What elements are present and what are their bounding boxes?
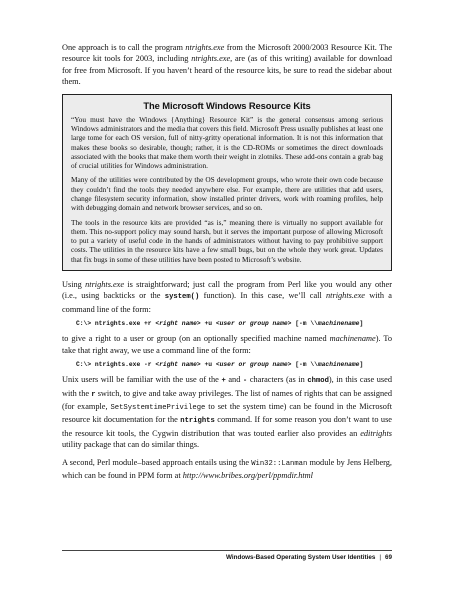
remove-paragraph (62, 333, 392, 356)
code-text: +u (200, 361, 216, 369)
text: and (225, 375, 243, 385)
code-inline: r (91, 390, 96, 399)
code-inline: - (242, 377, 248, 386)
page-number: 69 (384, 554, 392, 561)
code-text: [-m \\ (291, 361, 318, 369)
code-inline: system() (164, 293, 200, 302)
code-text: ] (359, 361, 364, 369)
text: ). To take that right away, we use a command line of the form: (62, 334, 392, 355)
code-text: C:\> ntrights.exe -r (76, 361, 156, 369)
filename: ntrights.exe (85, 280, 125, 290)
code-arg: <right name> (155, 320, 201, 328)
code-arg: <user or group name> (215, 320, 292, 328)
text: A second, Perl module–based approach entails using the (62, 457, 252, 467)
resource-kit-sidebar (62, 94, 392, 271)
text: Unix users will be familiar with the use of the (62, 375, 222, 385)
url-link: http://www.bribes.org/perl/ppmdir.html (182, 470, 313, 480)
sidebar-paragraph-3: The tools in the resource kits are provided “as is,” meaning there is virtually no support available for them. This no-support policy may sound harsh, but it serves the important purpose of allowing Microsoft to put a variety of useful code in the hands of administrators without having to pay prohibitive support costs. The utilities in the resource kits have a few small bugs, but on the whole they work great. Updates that fix bugs in some of these utilities have been posted to Microsoft’s website. (71, 217, 383, 264)
filename: ntrights.exe (185, 43, 225, 52)
unix-paragraph (62, 374, 392, 450)
code-inline: SetSystemtimePrivilege (110, 403, 206, 412)
text: from the Microsoft 2000/2003 Resource Kit. The resource kit tools for 2003, including (62, 43, 393, 64)
code-example-remove (76, 360, 392, 369)
filename: ntrights.exe (326, 291, 365, 301)
code-inline: ntrights (180, 417, 215, 426)
code-arg: machinename (317, 320, 360, 328)
code-text: +u (200, 320, 216, 328)
text: , are (as of this writing) available for download for free from Microsoft. If you haven’t heard of the resource kits, be sure to read the sidebar about them. (62, 54, 392, 87)
machine-name: machinename (329, 334, 376, 344)
text: function). In this case, we’ll call (199, 291, 327, 301)
code-text: C:\> ntrights.exe +r (76, 320, 156, 328)
code-text: [-m \\ (291, 320, 318, 328)
utility-name: editrights (360, 428, 392, 438)
text: module by Jens Helberg, which can be found in PPM form at (62, 457, 392, 480)
code-inline: chmod (307, 377, 329, 386)
code-text: ] (359, 320, 364, 328)
page-footer (62, 550, 392, 561)
text: to set the system time) can be found in the Microsoft resource kit documentation for the (62, 401, 392, 425)
running-title: Windows-Based Operating System User Identities (225, 554, 376, 561)
text: to give a right to a user or group (on an optionally specified machine named (62, 334, 330, 344)
text: utility package that can do similar things. (62, 440, 200, 450)
text: Using (62, 280, 86, 290)
text: characters (as in (247, 375, 308, 385)
sidebar-paragraph-2: Many of the utilities were contributed by the OS development groups, who wrote their own code because they couldn’t find the tools they needed anywhere else. For example, there are utilities that add users, change filesystem security information, show installed printer drivers, work with roaming profiles, help with debugging domain and network browser services, and so on. (71, 175, 383, 213)
text: with a command line of the form: (62, 291, 392, 314)
footer-separator: | (379, 554, 381, 561)
text: switch, to give and take away privileges. The list of names of rights that can be assigned (for example, (62, 388, 392, 411)
text: One approach is to call the program (62, 43, 186, 52)
sidebar-title: The Microsoft Windows Resource Kits (143, 99, 311, 111)
lanman-paragraph (62, 457, 392, 482)
text: command. If for some reason you don’t want to use the resource kit tools, the Cygwin distribution that was touted earlier also provides an (62, 415, 392, 438)
sidebar-paragraph-1: “You must have the Windows {Anything} Resource Kit” is the general consensus among serious Windows administrators and the media that covers this field. Microsoft Press usually publishes at least one large tome for each OS version, full of nitty-gritty operational information. It is not this information that makes these books so desirable, though; rather, it is the CD-ROMs or sometimes the direct downloads associated with the books that make them worth their weight in zlotniks. These add-ons contain a grab bag of crucial utilities for Windows administration. (71, 114, 383, 171)
code-inline: + (221, 377, 226, 386)
code-arg: <right name> (155, 361, 201, 369)
text: ), in this case used with the (62, 375, 392, 398)
code-arg: machinename (317, 361, 360, 369)
code-arg: <user or group name> (215, 361, 292, 369)
usage-paragraph (62, 279, 392, 315)
page-content (62, 42, 392, 481)
filename: ntrights.exe (191, 54, 231, 64)
code-inline: Win32::Lanman (251, 459, 308, 468)
text: is straightforward; just call the program from Perl like you would any other (i.e., using backticks or the (62, 280, 392, 301)
code-example-add (76, 319, 392, 328)
intro-paragraph (62, 42, 392, 88)
